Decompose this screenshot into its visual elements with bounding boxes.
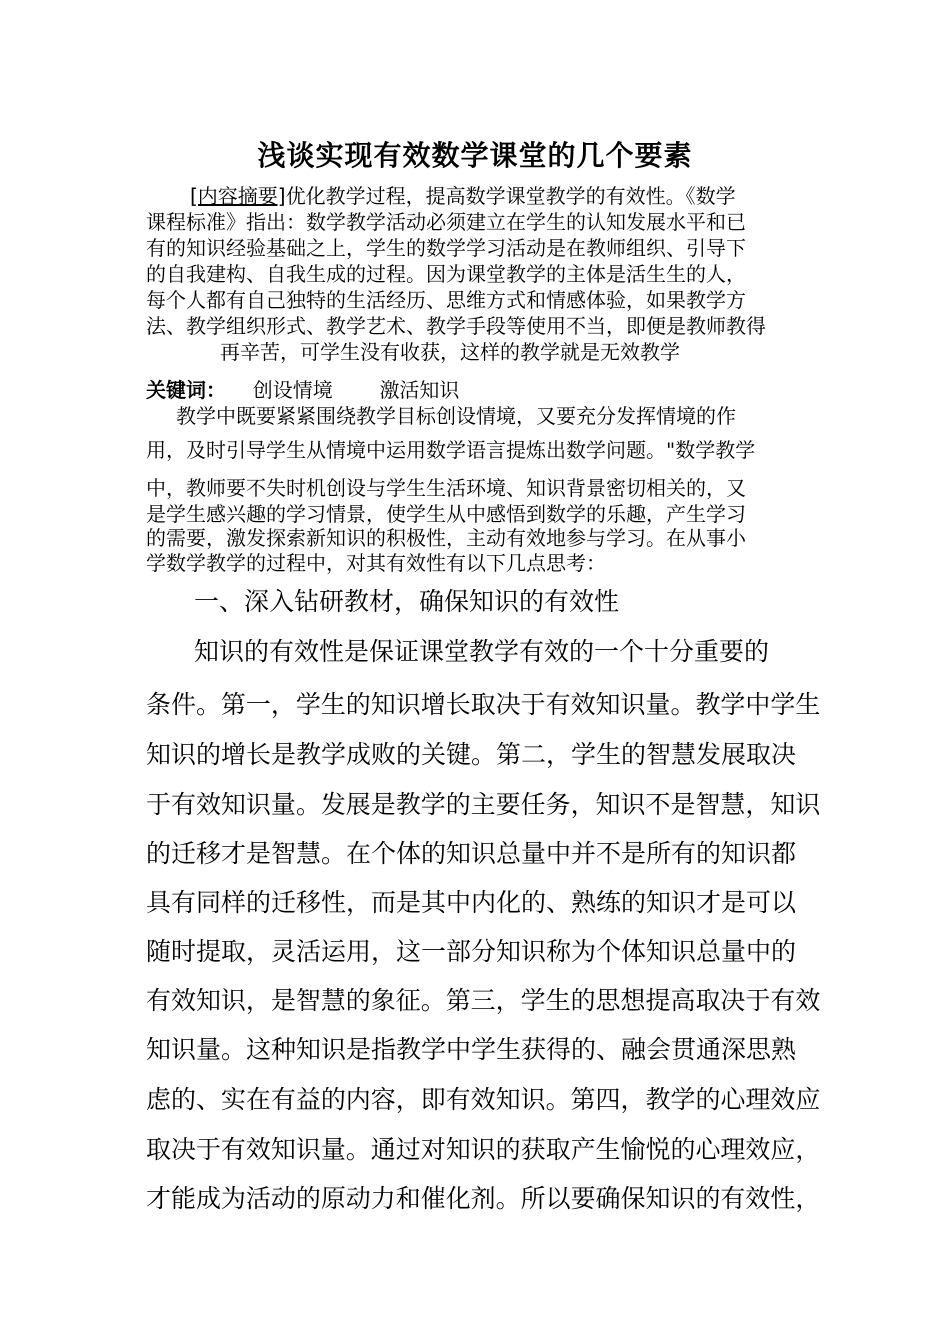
page-title: 浅谈实现有效数学课堂的几个要素: [257, 139, 693, 172]
body-line: 的迁移才是智慧。在个体的知识总量中并不是所有的知识都: [146, 839, 797, 868]
body-line: 知识量。这种知识是指教学中学生获得的、融会贯通深思熟: [146, 1035, 797, 1064]
body-line: 知识的有效性是保证课堂教学有效的一个十分重要的: [194, 637, 770, 666]
intro-line: 的需要，激发探索新知识的积极性，主动有效地参与学习。在从事小: [146, 526, 746, 550]
intro-line: 是学生感兴趣的学习情景，使学生从中感悟到数学的乐趣，产生学习: [146, 502, 746, 526]
abstract-line: 每个人都有自己独特的生活经历、思维方式和情感体验，如果教学方: [146, 288, 746, 312]
abstract-label: [内容摘要]: [190, 184, 286, 208]
abstract-line: [190, 183, 808, 209]
abstract-line: 课程标准》指出：数学教学活动必须建立在学生的认知发展水平和已: [146, 210, 746, 234]
body-line: 于有效知识量。发展是教学的主要任务，知识不是智慧，知识: [146, 790, 821, 819]
body-line: 虑的、实在有益的内容，即有效知识。第四，教学的心理效应: [146, 1085, 821, 1114]
body-line: 知识的增长是教学成败的关键。第二，学生的智慧发展取决: [146, 740, 797, 769]
body-line: 随时提取，灵活运用，这一部分知识称为个体知识总量中的: [146, 937, 797, 966]
body-line: 取决于有效知识量。通过对知识的获取产生愉悦的心理效应，: [146, 1135, 821, 1164]
intro-line: 中，教师要不失时机创设与学生生活环境、知识背景密切相关的，又: [146, 476, 746, 500]
keyword-item: 创设情境: [252, 378, 333, 402]
section-heading: 一、深入钻研教材，确保知识的有效性: [194, 587, 620, 616]
abstract-line: 有的知识经验基础之上，学生的数学学习活动是在教师组织、引导下: [146, 236, 746, 260]
intro-line: 用，及时引导学生从情境中运用数学语言提炼出数学问题。"数学教学: [146, 438, 756, 462]
body-line: 具有同样的迁移性，而是其中内化的、熟练的知识才是可以: [146, 888, 797, 917]
abstract-text: 优化教学过程，提高数学课堂教学的有效性。《数学: [285, 184, 736, 208]
body-line: 才能成为活动的原动力和催化剂。所以要确保知识的有效性，: [146, 1184, 821, 1213]
keywords-label: 关键词：: [146, 378, 226, 402]
abstract-line: 法、教学组织形式、教学艺术、教学手段等使用不当，即便是教师教得: [146, 314, 766, 338]
abstract-line: 再辛苦，可学生没有收获，这样的教学就是无效教学: [220, 340, 680, 364]
body-line: 条件。第一，学生的知识增长取决于有效知识量。教学中学生: [146, 690, 821, 719]
intro-line: 教学中既要紧紧围绕教学目标创设情境，又要充分发挥情境的作: [176, 404, 736, 428]
intro-line: 学数学教学的过程中，对其有效性有以下几点思考：: [146, 551, 606, 575]
abstract-line: 的自我建构、自我生成的过程。因为课堂教学的主体是活生生的人，: [146, 262, 746, 286]
body-line: 有效知识，是智慧的象征。第三，学生的思想提高取决于有效: [146, 986, 821, 1015]
keyword-item: 激活知识: [379, 378, 460, 402]
keywords: [146, 374, 459, 403]
